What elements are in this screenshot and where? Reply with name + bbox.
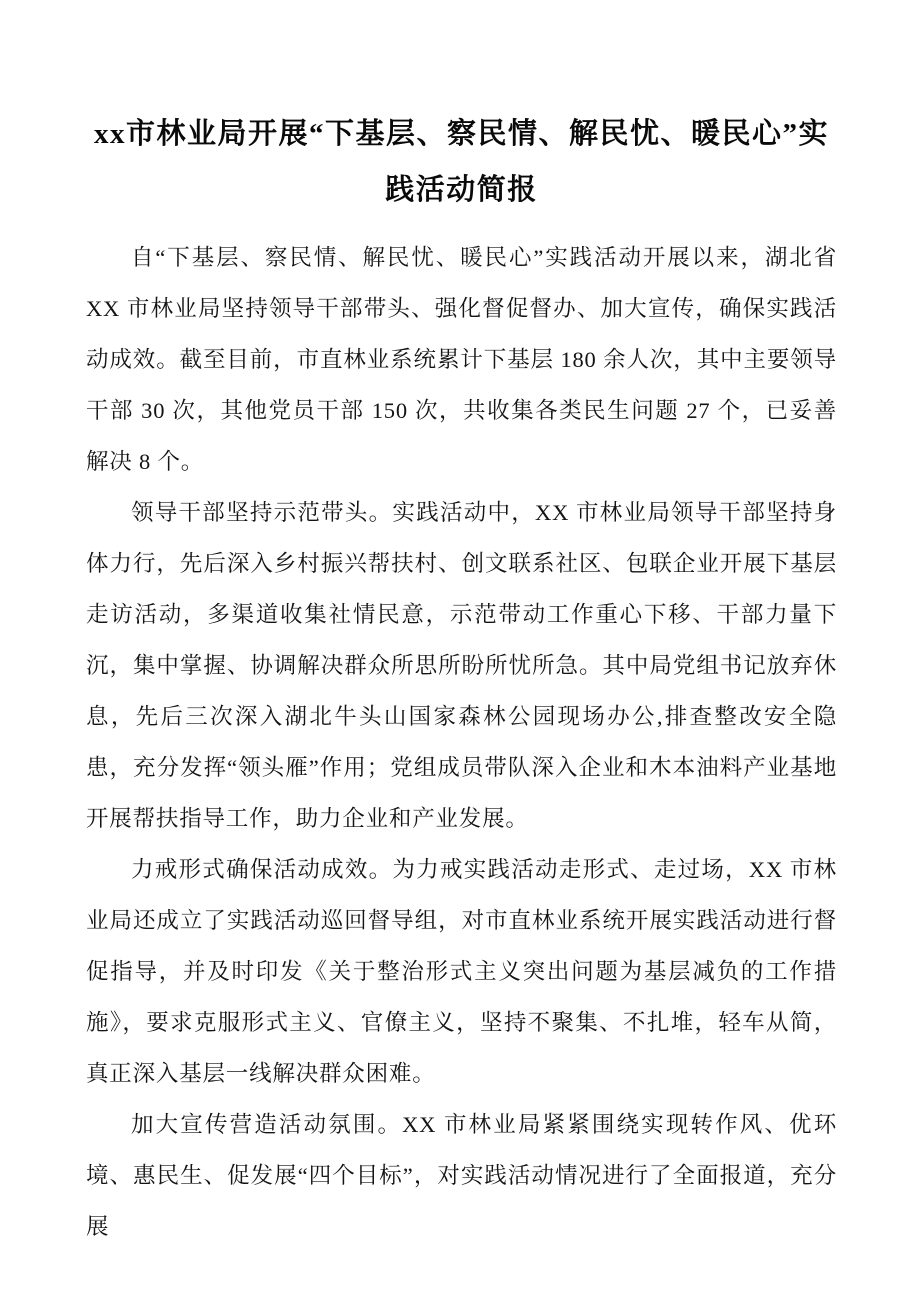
document-content: [0, 106, 920, 1252]
paragraph-overview: 自“下基层、察民情、解民忧、暖民心”实践活动开展以来，湖北省XX 市林业局坚持领导干部带头、强化督促督办、加大宣传，确保实践活动成效。截至目前，市直林业系统累计下基层 180 余人次，其中主要领导干部 30 次，其他党员干部 150 次，共收集各类民生问题 27 个，已妥善解决 8 个。: [86, 245, 837, 474]
document-title: xx市林业局开展“下基层、察民情、解民忧、暖民心”实践活动简报: [93, 118, 829, 206]
paragraph-avoid-formalism: 力戒形式确保活动成效。为力戒实践活动走形式、走过场，XX 市林业局还成立了实践活动巡回督导组，对市直林业系统开展实践活动进行督促指导，并及时印发《关于整治形式主义突出问题为基层减负的工作措施》，要求克服形式主义、官僚主义，坚持不聚集、不扎堆，轻车从简，真正深入基层一线解决群众困难。: [86, 857, 837, 1086]
paragraph-leadership-demonstration: 领导干部坚持示范带头。实践活动中，XX 市林业局领导干部坚持身体力行，先后深入乡村振兴帮扶村、创文联系社区、包联企业开展下基层走访活动，多渠道收集社情民意，示范带动工作重心下移、干部力量下沉，集中掌握、协调解决群众所思所盼所忧所急。其中局党组书记放弃休息，先后三次深入湖北牛头山国家森林公园现场办公,排查整改安全隐患，充分发挥“领头雁”作用；党组成员带队深入企业和木本油料产业基地开展帮扶指导工作，助力企业和产业发展。: [86, 500, 837, 831]
paragraph-publicity: 加大宣传营造活动氛围。XX 市林业局紧紧围绕实现转作风、优环境、惠民生、促发展“四个目标”，对实践活动情况进行了全面报道，充分展: [86, 1112, 837, 1239]
